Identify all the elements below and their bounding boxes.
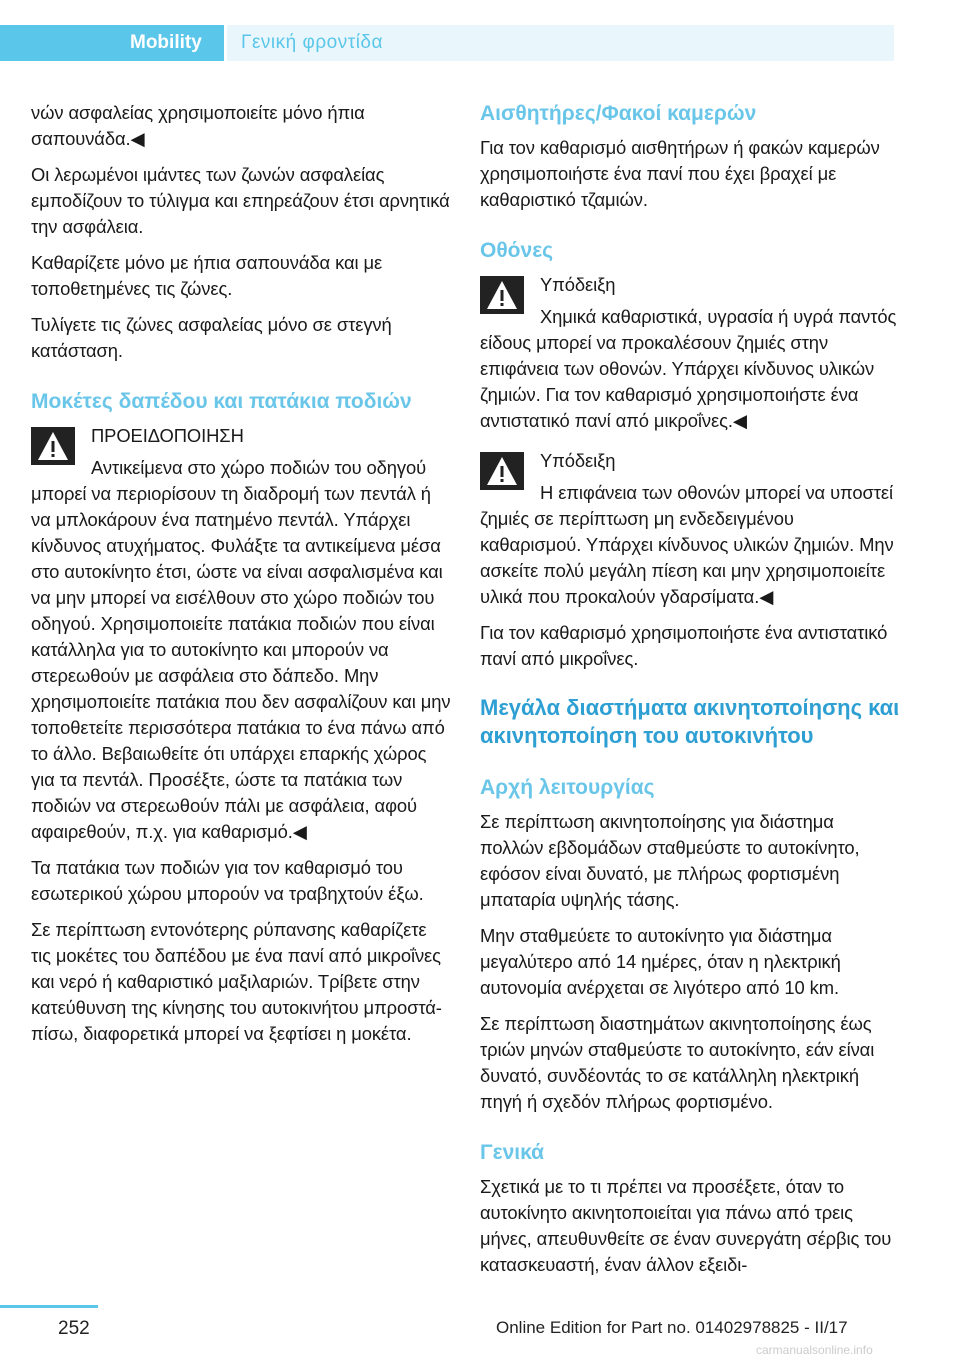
warning-body: Αντικείμενα στο χώρο ποδιών του οδηγού μπορεί να περιορίσουν τη διαδρομή των πεντάλ ή να μπλοκάρουν ένα πατημένο πεντάλ. Υπάρχει κίνδυνος ατυχήματος. Φυλάξτε τα αντικείμενα μέσα στο αυτοκίνητο έτσι, ώστε να είναι ασφαλισμένα και να μην μπορεί να εισέλθουν στο χώρο ποδιών του οδηγού. Χρησιμοποιείτε πατάκια ποδιών που είναι κατάλληλα για το αυτοκίνητο και μπορούν να στερεωθούν με ασφάλεια στο δάπεδο. Μην χρησιμοποιείτε πατάκια που δεν ασφαλίζουν και μην τοποθετείτε περισσότερα πατάκια το ένα πάνω από το άλλο. Βεβαιωθείτε ότι υπάρχει επαρκής χώρος για τα πεντάλ. Προσέξτε, ώστε τα πατάκια των ποδιών να στερεωθούν πάλι με ασφάλεια, αφού αφαιρεθούν, π.χ. για καθαρισμό.◀ — [31, 457, 451, 842]
paragraph: Σχετικά με το τι πρέπει να προσέξετε, όταν το αυτοκίνητο ακινητοποιείται για πάνω από τρεις μήνες, απευθυνθείτε σε έναν συνεργάτη σέρβις του κατασκευαστή, έναν άλλον εξειδι- — [480, 1176, 892, 1275]
paragraph: Τυλίγετε τις ζώνες ασφαλείας μόνο σε στεγνή κατάσταση. — [31, 314, 392, 361]
section-heading-mats: Μοκέτες δαπέδου και πατάκια ποδιών — [31, 390, 412, 413]
paragraph: Οι λερωμένοι ιμάντες των ζωνών ασφαλείας εμποδίζουν το τύλιγμα και επηρεάζουν έτσι αρνητικά την ασφάλεια. — [31, 164, 450, 237]
paragraph: Μην σταθμεύετε το αυτοκίνητο για διάστημα μεγαλύτερο από 14 ημέρες, όταν η ηλεκτρική αυτονομία ανέρχεται σε λιγότερο από 10 km. — [480, 925, 841, 998]
paragraph: Σε περίπτωση εντονότερης ρύπανσης καθαρίζετε τις μοκέτες του δαπέδου με ένα πανί από μικροΐνες και νερό ή καθαριστικό μαξιλαριών. Τρίβετε στην κατεύθυνση της κίνησης του αυτοκινήτου μπροστά-πίσω, διαφορετικά μπορεί να ξεφτίσει η μοκέτα. — [31, 919, 442, 1044]
note-body: Χημικά καθαριστικά, υγρασία ή υγρά παντός είδους μπορεί να προκαλέσουν ζημιές στην επιφάνεια των οθονών. Υπάρχει κίνδυνος υλικών ζημιών. Για τον καθαρισμό χρησιμοποιήστε ένα αντιστατικό πανί από μικροΐνες.◀ — [480, 306, 897, 431]
warning-triangle-icon — [480, 452, 524, 490]
header-section-label: Mobility — [130, 32, 202, 53]
paragraph: Τα πατάκια των ποδιών για τον καθαρισμό του εσωτερικού χώρου μπορούν να τραβηχτούν έξω. — [31, 857, 424, 904]
note-block — [480, 448, 900, 610]
header-separator — [224, 25, 227, 61]
paragraph: Για τον καθαρισμό αισθητήρων ή φακών καμερών χρησιμοποιήστε ένα πανί που έχει βραχεί με καθαριστικό τζαμιών. — [480, 137, 880, 210]
page-header — [0, 25, 894, 61]
paragraph: Σε περίπτωση ακινητοποίησης για διάστημα πολλών εβδομάδων σταθμεύστε το αυτοκίνητο, εφόσον είναι δυνατό, με πλήρως φορτισμένη μπαταρία υψηλής τάσης. — [480, 811, 860, 910]
note-title: Υπόδειξη — [540, 274, 616, 295]
warning-block — [31, 423, 451, 845]
warning-triangle-icon — [31, 427, 75, 465]
footer-accent-line — [0, 1305, 98, 1308]
header-section-tab — [0, 25, 224, 61]
paragraph: νών ασφαλείας χρησιμοποιείτε μόνο ήπια σαπουνάδα.◀ — [31, 102, 365, 149]
note-block — [480, 272, 900, 434]
warning-triangle-icon — [480, 276, 524, 314]
chapter-heading-storage: Μεγάλα διαστήματα ακινητοποίησης και ακινητοποίηση του αυτοκινήτου — [480, 695, 900, 748]
header-subsection-label: Γενική φροντίδα — [241, 32, 383, 53]
watermark-text: carmanualsonline.info — [756, 1343, 873, 1357]
paragraph: Καθαρίζετε μόνο με ήπια σαπουνάδα και με τοποθετημένες τις ζώνες. — [31, 252, 383, 299]
warning-title: ΠΡΟΕΙΔΟΠΟΙΗΣΗ — [91, 425, 244, 446]
note-body: Η επιφάνεια των οθονών μπορεί να υποστεί ζημιές σε περίπτωση μη ενδεδειγμένου καθαρισμού. Υπάρχει κίνδυνος υλικών ζημιών. Μην ασκείτε πολύ μεγάλη πίεση και μην χρησιμοποιείτε υλικά που προκαλούν γδαρσίματα.◀ — [480, 482, 894, 607]
edition-footer: Online Edition for Part no. 01402978825 - II/17 — [496, 1318, 848, 1337]
page-number: 252 — [58, 1318, 90, 1339]
section-heading-principle: Αρχή λειτουργίας — [480, 776, 655, 799]
left-column — [31, 100, 451, 1057]
section-heading-screens: Οθόνες — [480, 239, 554, 262]
section-heading-sensors: Αισθητήρες/Φακοί καμερών — [480, 102, 757, 125]
right-column — [480, 100, 900, 1288]
paragraph: Σε περίπτωση διαστημάτων ακινητοποίησης έως τριών μηνών σταθμεύστε το αυτοκίνητο, εάν είναι δυνατό, συνδέοντάς το σε κατάλληλη ηλεκτρική πηγή ή σχεδόν πλήρως φορτισμένο. — [480, 1013, 875, 1112]
paragraph: Για τον καθαρισμό χρησιμοποιήστε ένα αντιστατικό πανί από μικροΐνες. — [480, 622, 888, 669]
note-title: Υπόδειξη — [540, 450, 616, 471]
section-heading-general: Γενικά — [480, 1141, 545, 1164]
